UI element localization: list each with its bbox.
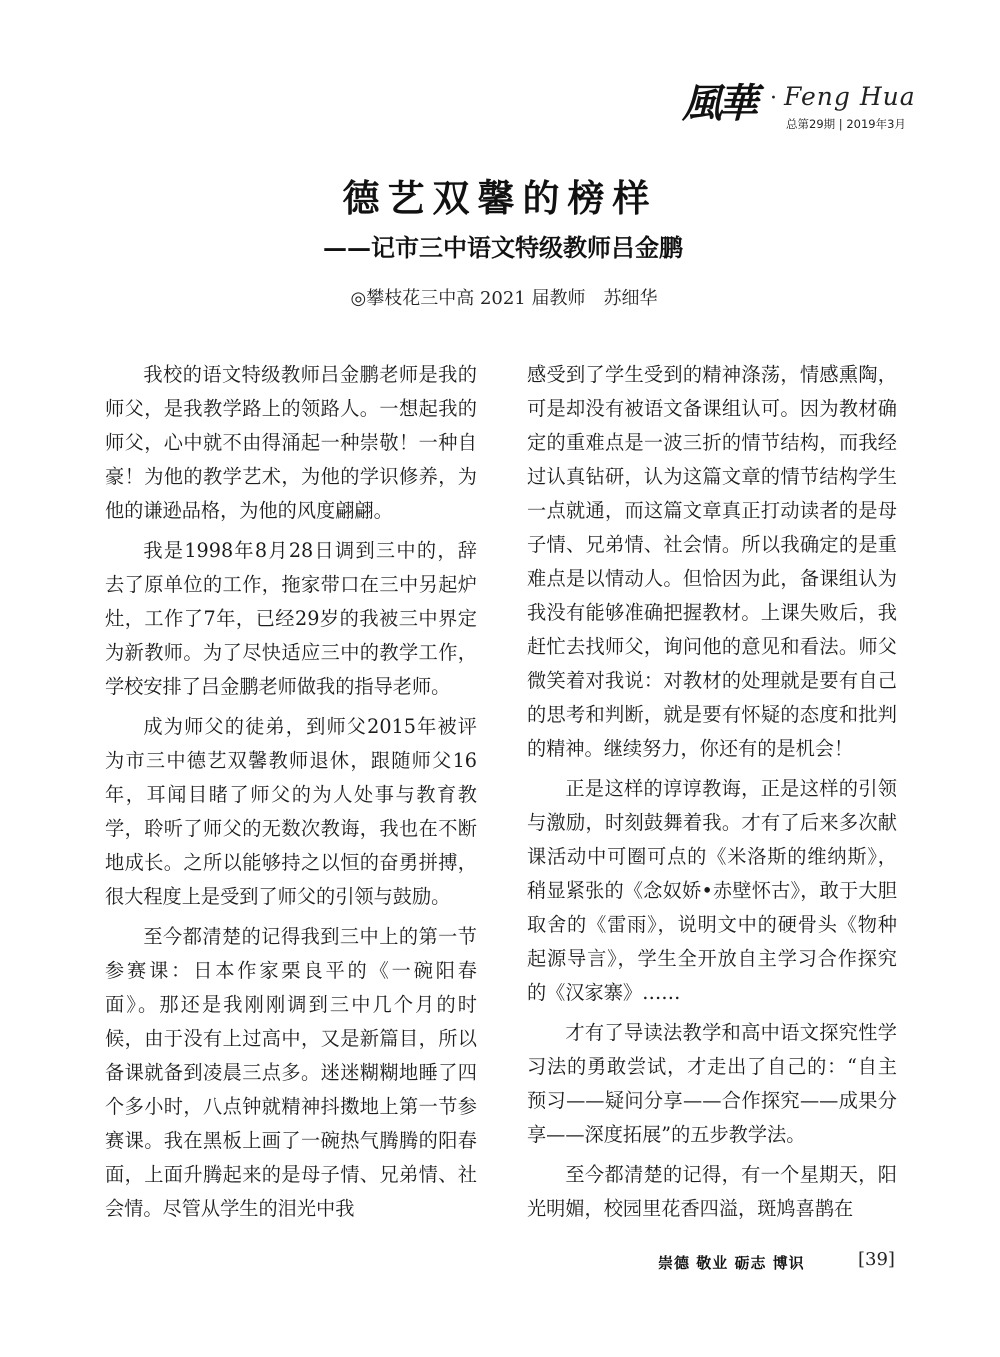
magazine-logo: 風華 <box>682 80 754 127</box>
paragraph: 我校的语文特级教师吕金鹏老师是我的师父，是我教学路上的领路人。一想起我的师父，心中就不由得涌起一种崇敬！一种自豪！为他的教学艺术，为他的学识修养，为他的谦逊品格，为他的风度翩翩。 <box>105 363 477 522</box>
paragraph: 正是这样的谆谆教诲，正是这样的引领与激励，时刻鼓舞着我。才有了后来多次献课活动中可圈可点的《米洛斯的维纳斯》，稍显紧张的《念奴娇•赤壁怀古》，敢于大胆取舍的《雷雨》，说明文中的硬骨头《物种起源导言》，学生全开放自主学习合作探究的《汉家寨》…… <box>527 777 897 1004</box>
paragraph: 至今都清楚的记得我到三中上的第一节参赛课：日本作家栗良平的《一碗阳春面》。那还是我刚刚调到三中几个月的时候，由于没有上过高中，又是新篇目，所以备课就备到凌晨三点多。迷迷糊糊地睡了四个多小时，八点钟就精神抖擞地上第一节参赛课。我在黑板上画了一碗热气腾腾的阳春面，上面升腾起来的是母子情、兄弟情、社会情。尽管从学生的泪光中我 <box>105 925 477 1220</box>
masthead <box>682 72 922 134</box>
left-column <box>105 358 477 1226</box>
paragraph: 我是1998年8月28日调到三中的，辞去了原单位的工作，拖家带口在三中另起炉灶，工作了7年，已经29岁的我被三中界定为新教师。为了尽快适应三中的教学工作，学校安排了吕金鹏老师做我的指导老师。 <box>105 539 477 698</box>
footer-motto: 崇德 敬业 砺志 博识 <box>658 1254 805 1272</box>
article-byline: ◎攀枝花三中高 2021 届教师 苏细华 <box>350 288 658 309</box>
logo-separator-dot: · <box>770 86 777 111</box>
article-title: 德艺双馨的榜样 <box>342 176 658 220</box>
page-number: [39] <box>858 1249 895 1270</box>
right-column <box>527 358 897 1226</box>
magazine-name-english: Feng Hua <box>784 82 916 111</box>
paragraph: 成为师父的徒弟，到师父2015年被评为市三中德艺双馨教师退休，跟随师父16年，耳闻目睹了师父的为人处事与教育教学，聆听了师父的无数次教诲，我也在不断地成长。之所以能够持之以恒的奋勇拼搏，很大程度上是受到了师父的引领与鼓励。 <box>105 715 477 908</box>
paragraph: 至今都清楚的记得，有一个星期天，阳光明媚，校园里花香四溢，斑鸠喜鹊在 <box>527 1163 897 1220</box>
issue-info: 总第29期 | 2019年3月 <box>786 117 906 131</box>
paragraph-continuation: 感受到了学生受到的精神涤荡，情感熏陶，可是却没有被语文备课组认可。因为教材确定的重难点是一波三折的情节结构，而我经过认真钻研，认为这篇文章的情节结构学生一点就通，而这篇文章真正打动读者的是母子情、兄弟情、社会情。所以我确定的是重难点是以情动人。但恰因为此，备课组认为我没有能够准确把握教材。上课失败后，我赶忙去找师父，询问他的意见和看法。师父微笑着对我说：对教材的处理就是要有自己的思考和判断，就是要有怀疑的态度和批判的精神。继续努力，你还有的是机会！ <box>527 363 897 760</box>
article-subtitle: ——记市三中语文特级教师吕金鹏 <box>323 233 683 262</box>
paragraph: 才有了导读法教学和高中语文探究性学习法的勇敢尝试，才走出了自己的：“自主预习——疑问分享——合作探究——成果分享——深度拓展”的五步教学法。 <box>527 1021 897 1146</box>
